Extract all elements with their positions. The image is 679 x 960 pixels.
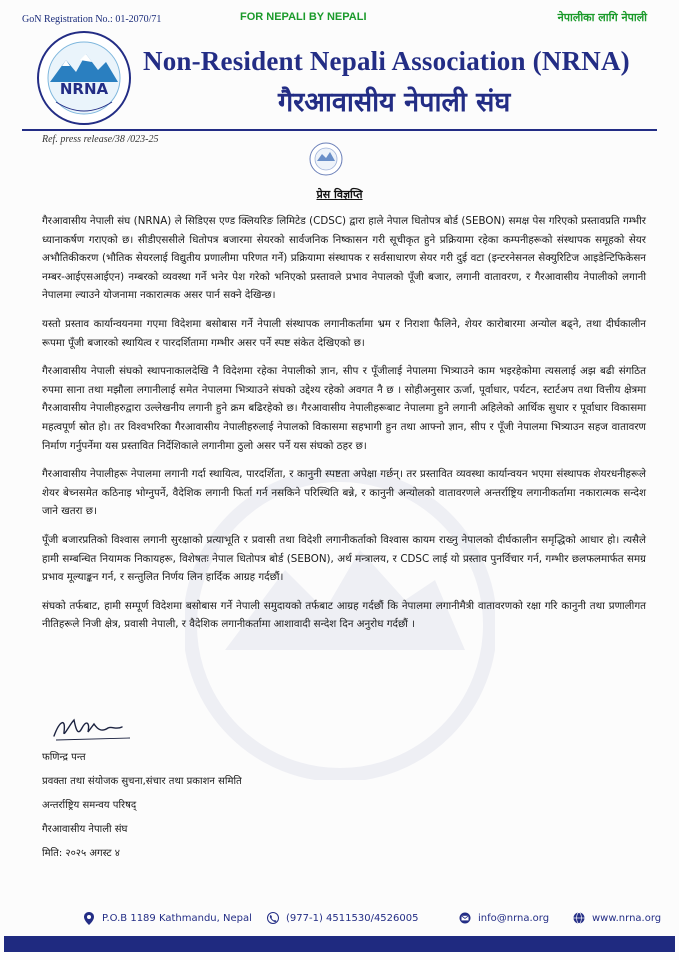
org-name-nepali: गैरआवासीय नेपाली संघ [278,87,511,118]
paragraph: गैरआवासीय नेपाली संघ (NRNA) ले सिडिएस एण्ड क्लियरिङ लिमिटेड (CDSC) द्वारा हाले नेपाल धितोपत्र बोर्ड (SEBON) समक्ष पेस गरिएको प्रस्तावप्रति गम्भीर ध्यानाकर्षण गराएको छ। सीडीएससीले धितोपत्र बजारमा सेयरको सार्वजनिक निष्कासन गरी सूचीकृत हुने प्रक्रियामा रहेका कम्पनीहरूको संस्थापक समूहको सेयर अभौतिकीकरण (भौतिक सेयरलाई विद्युतीय प्रणालीमा परिणत गर्ने) प्रक्रियामा संस्थापक र सर्वसाधारण सेयर गरी दुई वटा (इन्टरनेसनल सेक्युरिटिज आइडेन्टिफिकेसन नम्बर-आईएसआईएन) नम्बरको व्यवस्था गर्ने भनेर पेश गरेको भनिएको प्रस्तावले प्रभाव नेपालको पूँजी बजार, लगानी वातावरण, र गैरआवासीय नेपालीको लगानी नेपालमा ल्याउने योजनामा नकारात्मक असर पार्न सक्ने देखिन्छ। [42,215,646,302]
handwritten-signature [50,710,140,746]
paragraph: गैरआवासीय नेपाली संघको स्थापनाकालदेखि नै विदेशमा रहेका नेपालीको ज्ञान, सीप र पूँजीलाई नेपालमा भित्र्याउने काम भइरहेकोमा त्यसलाई अझ बढी संगठित रुपमा साना तथा मझौला लगानीलाई समेत नेपालमा भित्र्याउने संघको उद्देश्य रहेको अवगत नै छ । सोहीअनुसार ऊर्जा, पूर्वाधार, पर्यटन, स्टार्टअप तथा वित्तीय क्षेत्रमा गैरआवासीय नेपालीहरुद्वारा उल्लेखनीय लगानी हुने क्रम बढिरहेको छ। गैरआवासीय नेपालीहरूबाट नेपालमा हुने लगानी अहिलेको आर्थिक सुधार र पूर्वाधार विकासमा महत्वपूर्ण स्रोत हो। तर विश्वभरिका गैरआवासीय नेपालीहरुलाई नेपालको विकासमा सहभागी हुन तथा आफ्नो ज्ञान, सीप र पूँजी नेपालमा भित्र्याउन सहज वातावरण निर्माण गर्नुपर्नेमा यस प्रस्तावित निर्देशिकाले लगानीमा ठुलो असर पर्ने यस संघको ठहर छ। [42,365,646,452]
footer-phone [266,911,418,925]
footer-bar [4,936,675,952]
email-link[interactable]: info@nrna.org [478,912,550,924]
press-release-body [42,212,646,644]
globe-icon [572,911,586,925]
paragraph: यस्तो प्रस्ताव कार्यान्वयनमा गएमा विदेशमा बसोबास गर्ने नेपाली संस्थापक लगानीकर्तामा भ्रम र निराशा फैलिने, शेयर कारोबारमा अन्योल बढ्ने, तथा दीर्घकालीन रूपमा पूँजी बजारको स्थायित्व र पारदर्शितामा गम्भीर असर पर्ने स्पष्ट संकेत देखिएको छ। [42,317,646,349]
motto-nepali: नेपालीका लागि नेपाली [557,11,647,24]
address-text: P.O.B 1189 Kathmandu, Nepal [102,912,252,924]
email-icon [458,911,472,925]
signatory-council: अन्तर्राष्ट्रिय समन्वय परिषद् [42,800,137,811]
motto-english: FOR NEPALI BY NEPALI [240,11,367,23]
top-strip [22,8,657,28]
paragraph: संघको तर्फबाट, हामी सम्पूर्ण विदेशमा बसोबास गर्ने नेपाली समुदायको तर्फबाट आग्रह गर्दछौं कि नेपालमा लगानीमैत्री वातावरणको रक्षा गरि कानुनी तथा प्रणालीगत नीतिहरूले निजी क्षेत्र, प्रवासी नेपाली, र वैदेशिक लगानीकर्तामा आशावादी सन्देश दिन अनुरोध गर्दछौं । [42,599,646,631]
phone-text: (977-1) 4511530/4526005 [286,912,419,924]
footer-website[interactable] [572,911,661,925]
footer-address [82,911,252,925]
phone-icon [266,911,280,925]
location-pin-icon [82,911,96,925]
signatory-organization: गैरआवासीय नेपाली संघ [42,824,128,835]
signatory-block [42,746,242,866]
website-link[interactable]: www.nrna.org [592,912,662,924]
svg-text:NRNA: NRNA [59,80,109,98]
registration-number: GoN Registration No.: 01-2070/71 [22,14,162,25]
release-date: मिति: २०२५ अगस्ट ४ [42,848,120,859]
nrna-logo [36,30,132,126]
paragraph: गैरआवासीय नेपालीहरू नेपालमा लगानी गर्दा स्थायित्व, पारदर्शिता, र कानुनी स्पष्टता अपेक्षा गर्छन्। तर प्रस्तावित व्यवस्था कार्यान्वयन भएमा संस्थापक शेयरधनीहरूले शेयर बेच्नसमेत कठिनाइ भोग्नुपर्ने, वैदेशिक लगानी फिर्ता गर्न नसकिने परिस्थिति बन्ने, र कानुनी अन्योलको वातावरणले अन्तर्राष्ट्रिय लगानीकर्तामा नकारात्मक सन्देश जाने खतरा छ। [42,468,646,518]
signatory-name: फणिन्द्र पन्त [42,752,86,763]
nrna-seal-icon [309,142,343,176]
footer-contact [70,904,662,934]
org-name-english: Non-Resident Nepali Association (NRNA) [143,46,630,76]
footer-email[interactable] [458,911,549,925]
paragraph: पूँजी बजारप्रतिको विश्वास लगानी सुरक्षाको प्रत्याभूति र प्रवासी तथा विदेशी लगानीकर्ताको विश्वास कायम राख्नु नेपालको दीर्घकालीन समृद्धिको आधार हो। त्यसैले हामी सम्बन्धित नियामक निकायहरू, विशेषतः नेपाल धितोपत्र बोर्ड (SEBON), अर्थ मन्त्रालय, र CDSC लाई यो प्रस्ताव पुनर्विचार गर्न, गम्भीर छलफलमार्फत समग्र प्रभाव मूल्याङ्कन गर्न, र सन्तुलित निर्णय लिन हार्दिक आग्रह गर्दछौं। [42,533,646,584]
reference-number: Ref. press release/38 /023-25 [42,134,159,145]
header-divider [22,129,657,131]
signatory-role: प्रवक्ता तथा संयोजक सुचना,संचार तथा प्रकाशन समिति [42,776,242,787]
page-title: प्रेस विज्ञप्ति [316,188,363,201]
